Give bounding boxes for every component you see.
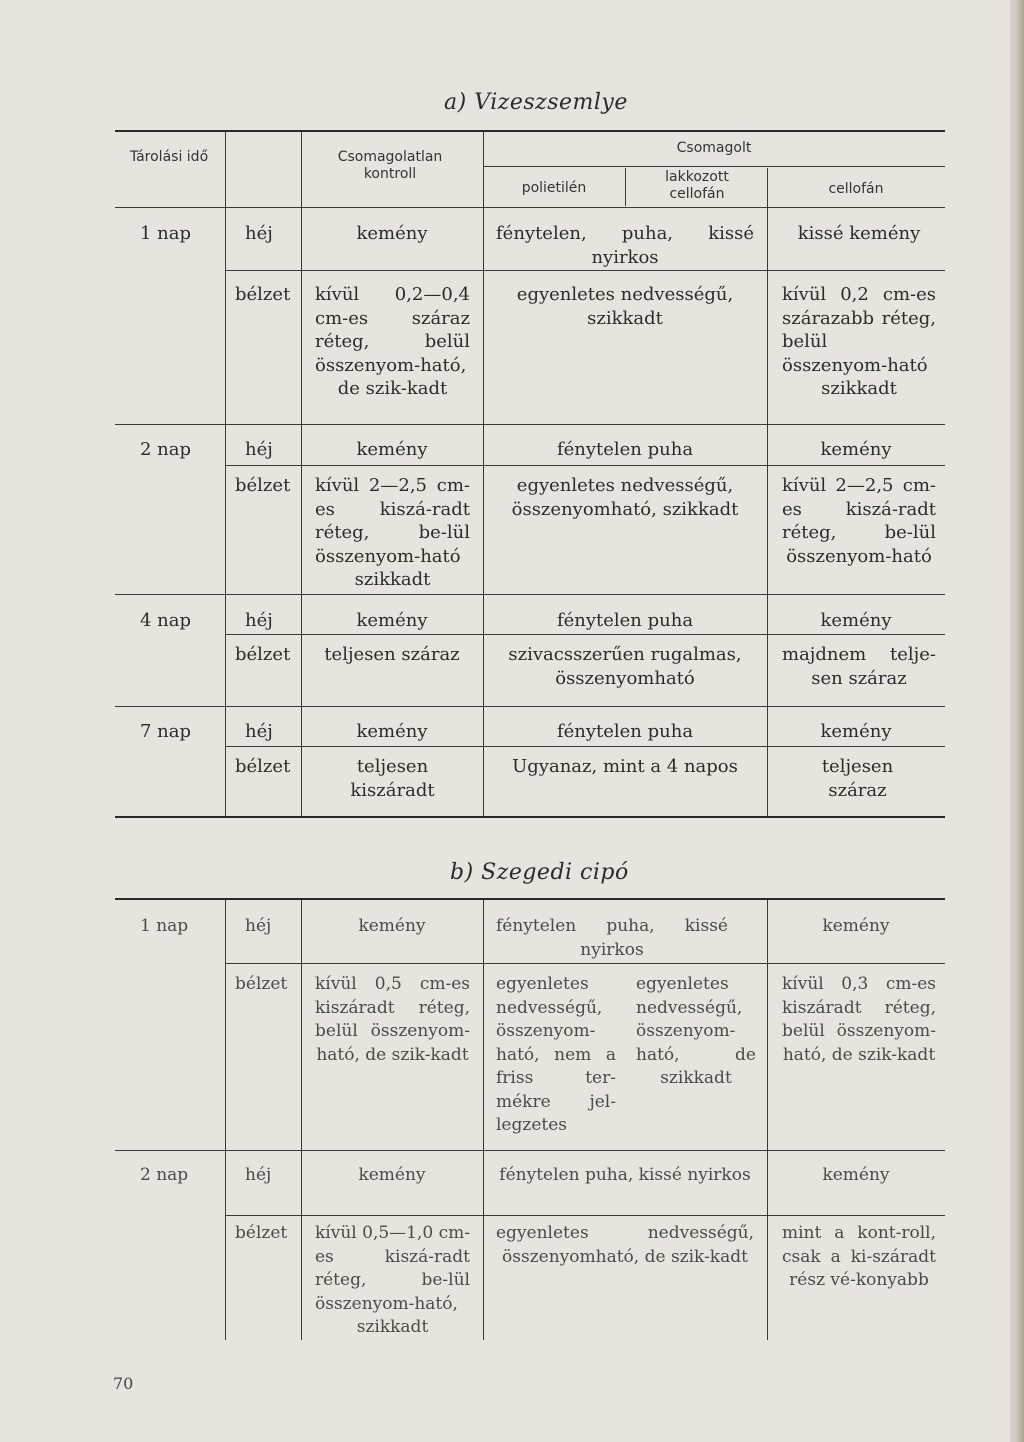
- rule: [115, 207, 945, 208]
- cellophane-cell: kemény: [822, 1165, 890, 1185]
- packed-cell: Ugyanaz, mint a 4 napos: [512, 756, 738, 777]
- cellophane-cell: kívül 0,3 cm-es kiszáradt réteg, belül összenyom-ható, de szik-kadt: [782, 974, 936, 1065]
- rule: [225, 963, 945, 964]
- rule: [483, 131, 484, 816]
- packed-cell: egyenletes nedvességű, szikkadt: [516, 284, 734, 329]
- header-unpacked-control: Csomagolatlan kontroll: [337, 149, 443, 182]
- cellophane-cell: kissé kemény: [797, 223, 921, 244]
- header-cellophane: cellofán: [828, 181, 884, 197]
- polyethylene-cell: egyenletes nedvességű, összenyom-ható, nem a friss ter-mékre jel-legzetes: [496, 974, 616, 1135]
- packed-cell: szivacsszerűen rugalmas, összenyomható: [508, 644, 742, 689]
- packed-cell: fénytelen puha: [556, 721, 694, 742]
- part-cell: héj: [245, 610, 273, 631]
- table-a-caption: a) Vizeszsemlye: [444, 90, 628, 115]
- control-cell: kemény: [356, 721, 428, 742]
- control-cell: teljesen kiszáradt: [350, 756, 435, 801]
- time-cell: 1 nap: [140, 223, 192, 244]
- cellophane-cell: kemény: [822, 916, 890, 936]
- rule: [767, 900, 768, 1340]
- time-cell: 7 nap: [140, 721, 192, 742]
- rule: [301, 900, 302, 1340]
- header-storage-time: Tárolási idő: [129, 149, 209, 165]
- cellophane-cell: majdnem telje-sen száraz: [782, 644, 936, 689]
- rule: [115, 424, 945, 425]
- part-cell: bélzet: [235, 644, 291, 665]
- time-cell: 1 nap: [140, 916, 189, 936]
- time-cell: 4 nap: [140, 610, 192, 631]
- packed-cell: fénytelen, puha, kissé nyirkos: [496, 223, 754, 268]
- rule: [625, 168, 626, 206]
- control-cell: kívül 0,2—0,4 cm-es száraz réteg, belül összenyom-ható, de szik-kadt: [315, 284, 470, 399]
- page-edge: [1010, 0, 1024, 1442]
- rule: [115, 594, 945, 595]
- control-cell: kemény: [358, 916, 426, 936]
- control-cell: teljesen száraz: [324, 644, 460, 665]
- part-cell: héj: [245, 439, 273, 460]
- rule: [225, 746, 945, 747]
- control-cell: kemény: [356, 610, 428, 631]
- control-cell: kívül 2—2,5 cm-es kiszá-radt réteg, be-lül összenyom-ható szikkadt: [315, 475, 470, 590]
- packed-cell: fénytelen puha: [556, 610, 694, 631]
- rule: [767, 168, 768, 816]
- packed-cell: fénytelen puha: [556, 439, 694, 460]
- header-packed: Csomagolt: [676, 140, 752, 156]
- lacquered-cellophane-cell: egyenletes nedvességű, összenyom-ható, de szikkadt: [636, 974, 756, 1088]
- cellophane-cell: kemény: [820, 610, 892, 631]
- control-cell: kemény: [358, 1165, 426, 1185]
- table-b-caption: b) Szegedi cipó: [450, 860, 629, 885]
- cellophane-cell: kemény: [820, 721, 892, 742]
- control-cell: kívül 0,5—1,0 cm-es kiszá-radt réteg, be-lül összenyom-ható, szikkadt: [315, 1223, 470, 1337]
- cellophane-cell: kívül 2—2,5 cm-es kiszá-radt réteg, be-lül összenyom-ható: [782, 475, 936, 567]
- part-cell: héj: [245, 721, 273, 742]
- rule: [483, 900, 484, 1340]
- rule: [225, 900, 226, 1340]
- part-cell: héj: [245, 1165, 272, 1185]
- part-cell: bélzet: [235, 1223, 288, 1243]
- rule: [301, 131, 302, 816]
- table-a-top-rule: [115, 130, 945, 132]
- cellophane-cell: teljesen száraz: [821, 756, 894, 801]
- part-cell: bélzet: [235, 756, 291, 777]
- rule: [115, 706, 945, 707]
- time-cell: 2 nap: [140, 1165, 189, 1185]
- packed-cell: egyenletes nedvességű, összenyomható, szikkadt: [511, 475, 739, 520]
- part-cell: bélzet: [235, 284, 291, 305]
- rule: [225, 131, 226, 816]
- part-cell: héj: [245, 916, 272, 936]
- rule: [225, 634, 945, 635]
- cellophane-cell: mint a kont-roll, csak a ki-száradt rész vé-konyabb: [782, 1223, 936, 1290]
- page-number: 70: [113, 1374, 134, 1393]
- rule: [225, 465, 945, 466]
- packed-cell: fénytelen puha, kissé nyirkos: [499, 1165, 751, 1185]
- header-polyethylene: polietilén: [521, 180, 587, 196]
- rule: [225, 270, 945, 271]
- control-cell: kemény: [356, 439, 428, 460]
- time-cell: 2 nap: [140, 439, 192, 460]
- part-cell: bélzet: [235, 974, 288, 994]
- table-a-bottom-rule: [115, 816, 945, 818]
- rule: [115, 1150, 945, 1151]
- part-cell: bélzet: [235, 475, 291, 496]
- part-cell: héj: [245, 223, 273, 244]
- control-cell: kemény: [356, 223, 428, 244]
- cellophane-cell: kemény: [820, 439, 892, 460]
- rule: [483, 166, 945, 167]
- packed-cell: egyenletes nedvességű, összenyomható, de szik-kadt: [496, 1223, 754, 1267]
- control-cell: kívül 0,5 cm-es kiszáradt réteg, belül összenyom-ható, de szik-kadt: [315, 974, 470, 1065]
- rule: [225, 1215, 945, 1216]
- packed-cell: fénytelen puha, kissé nyirkos: [496, 916, 728, 960]
- table-b-top-rule: [115, 898, 945, 900]
- cellophane-cell: kívül 0,2 cm-es szárazabb réteg, belül összenyom-ható szikkadt: [782, 284, 936, 399]
- header-lacquered-cellophane: lakkozott cellofán: [665, 169, 729, 202]
